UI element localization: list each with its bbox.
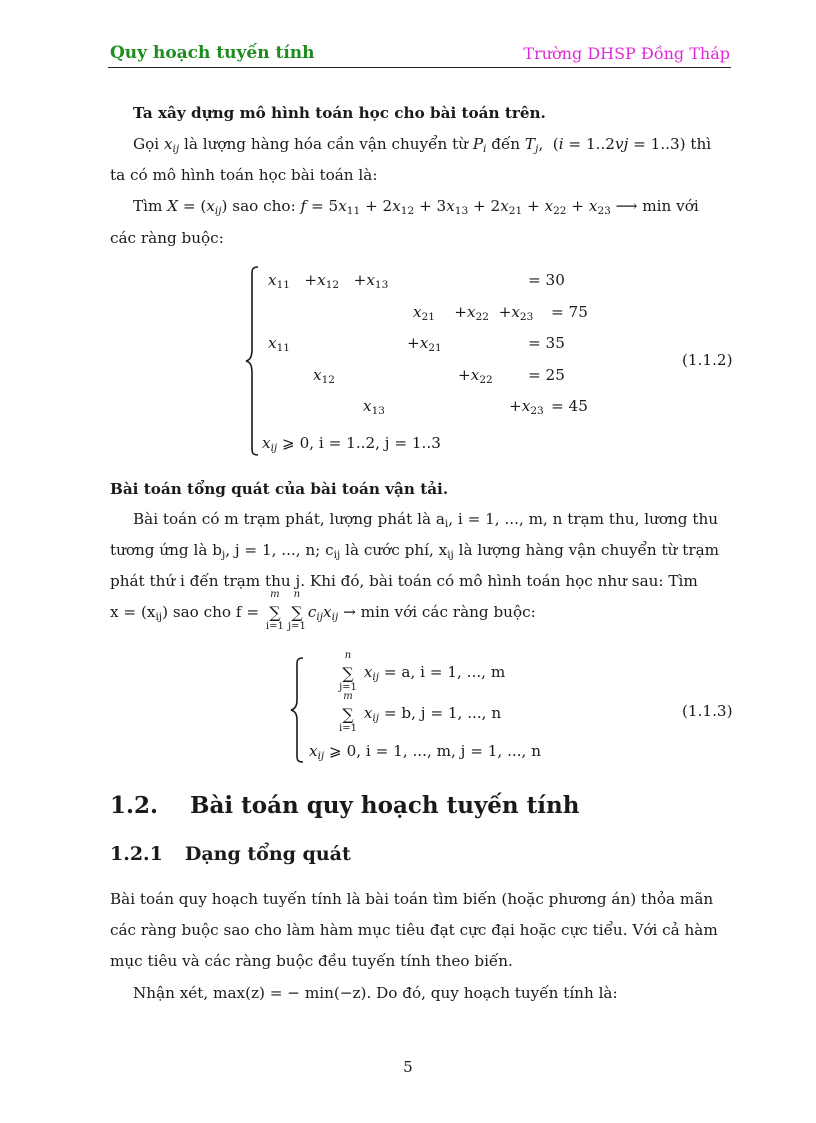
general-line-2: tương ứng là $b_j$, j = 1, ..., n; $c_{ij}$ là cước phí, $x_{ij}$ là lượng hàng vận chuyển từ trạm: [110, 541, 720, 561]
demand-constraint: m ∑ i=1 $x_{ij} = b$, j = 1, ..., n: [339, 690, 502, 734]
constraint-row-3: $x_{11}$: [268, 334, 290, 354]
body-paragraph-1-line-2: các ràng buộc sao cho làm hàm mục tiêu đạt cực đại hoặc cực tiểu. Với cả hàm: [110, 921, 718, 939]
supply-constraint: n ∑ j=1 $x_{ij} = a$, i = 1, ..., m: [339, 649, 506, 693]
equation-number-2: (1.1.3): [682, 702, 733, 720]
constraint-row-4-term: $+x_{22}$: [458, 366, 493, 386]
body-paragraph-2: Nhận xét, max(z) = − min(−z). Do đó, quy hoạch tuyến tính là:: [133, 984, 618, 1002]
intro-line-3: Tìm $X = (x_{ij})$ sao cho: $f = 5x_{11} + 2x_{12} + 3x_{13} + 2x_{21} + x_{22} + x_{23}$ ⟶ min với: [133, 197, 699, 217]
constraint-rhs-2: = 75: [551, 303, 588, 321]
header-rule: [108, 67, 731, 68]
equation-number-1: (1.1.2): [682, 351, 733, 369]
constraint-row-2: $x_{21}$ $+x_{22} +x_{23}$: [413, 303, 534, 323]
general-line-1: Bài toán có m trạm phát, lượng phát là $a_i$, i = 1, ..., m, n trạm thu, lương thu: [133, 510, 719, 530]
constraint-rhs-5: = 45: [551, 397, 588, 415]
constraint-row-5-term: $+x_{23}$: [509, 397, 544, 417]
intro-heading: Ta xây dựng mô hình toán học cho bài toán trên.: [133, 104, 546, 122]
constraint-row-1: $x_{11} +x_{12} +x_{13}$: [268, 271, 389, 291]
body-paragraph-1-line-1: Bài toán quy hoạch tuyến tính là bài toán tìm biến (hoặc phương án) thỏa mãn: [110, 890, 714, 908]
sum-j: n ∑ j=1: [287, 589, 306, 632]
constraint-row-3-term: $+x_{21}$: [407, 334, 442, 354]
nonnegativity-constraint-2: $x_{ij}$ ⩾ 0, i = 1, ..., m, j = 1, ..., n: [309, 742, 541, 762]
intro-line-1: Gọi $x_{ij}$ là lượng hàng hóa cần vận chuyển từ $P_i$ đến $T_j$, (i = 1..2vj = 1..3) thì: [133, 135, 712, 155]
constraint-rhs-4: = 25: [528, 366, 565, 384]
running-header-title: Quy hoạch tuyến tính: [110, 43, 315, 63]
subsection-heading: 1.2.1 Dạng tổng quát: [110, 843, 351, 865]
left-brace-system-1: [244, 265, 260, 457]
constraint-row-4: $x_{12}$: [313, 366, 335, 386]
general-line-3: phát thứ i đến trạm thu j. Khi đó, bài toán có mô hình toán học như sau: Tìm: [110, 572, 698, 590]
constraint-row-5: $x_{13}$: [363, 397, 385, 417]
section-heading: 1.2. Bài toán quy hoạch tuyến tính: [110, 792, 580, 819]
page-number: 5: [403, 1058, 413, 1076]
constraint-rhs-3: = 35: [528, 334, 565, 352]
running-header-institution: Trường DHSP Đồng Tháp: [523, 44, 730, 63]
intro-line-2: ta có mô hình toán học bài toán là:: [110, 166, 378, 184]
general-line-4: $x = (x_{ij})$ sao cho f = m ∑ i=1 n ∑ j=1 $c_{ij}x_{ij} \to \min$ với các ràng buộc:: [110, 589, 536, 632]
left-brace-system-2: [289, 656, 305, 764]
constraint-rhs-1: = 30: [528, 271, 565, 289]
sum-i: m ∑ i=1: [265, 589, 284, 632]
body-paragraph-1-line-3: mục tiêu và các ràng buộc đều tuyến tính theo biến.: [110, 952, 513, 970]
general-heading: Bài toán tổng quát của bài toán vận tải.: [110, 480, 449, 498]
intro-line-4: các ràng buộc:: [110, 229, 224, 247]
nonnegativity-constraint-1: $x_{ij}$ ⩾ 0, i = 1..2, j = 1..3: [262, 434, 441, 454]
